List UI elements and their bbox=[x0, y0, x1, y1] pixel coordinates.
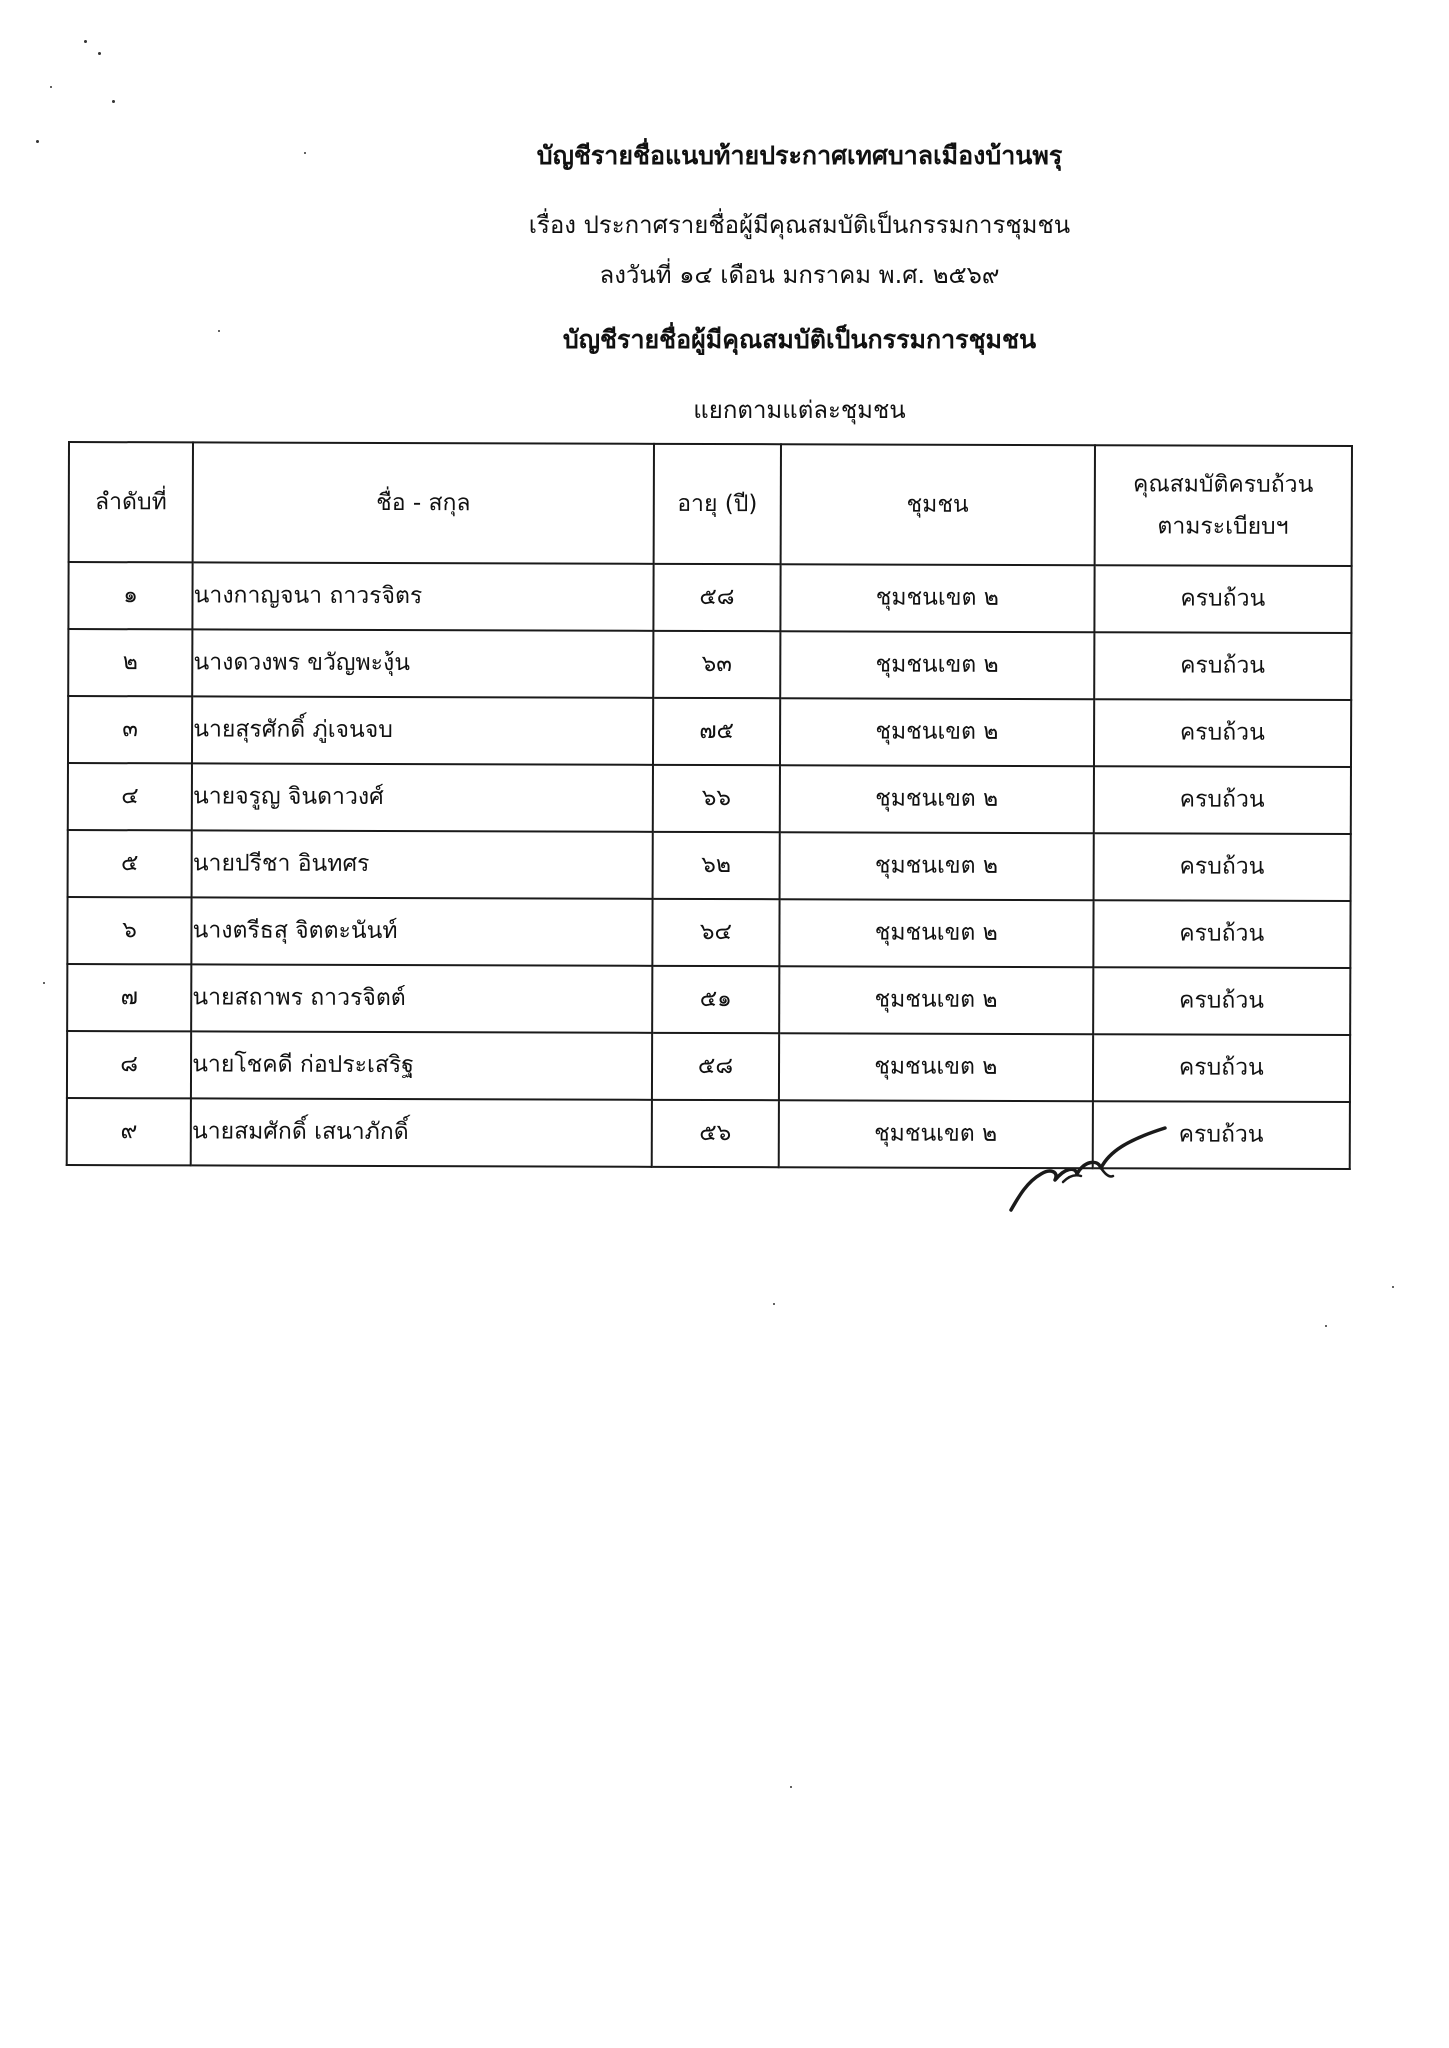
row-number: ๔ bbox=[68, 763, 192, 830]
column-header-age: อายุ (ปี) bbox=[654, 444, 782, 564]
scan-speck bbox=[50, 86, 52, 88]
row-number: ๑ bbox=[68, 562, 192, 629]
signature-icon bbox=[1005, 1118, 1185, 1218]
table-row bbox=[67, 897, 1350, 968]
qualification-header-line1: คุณสมบัติครบถ้วน bbox=[1132, 471, 1314, 498]
document-subject: เรื่อง ประกาศรายชื่อผู้มีคุณสมบัติเป็นกรรมการชุมชน bbox=[528, 211, 1071, 239]
list-title: บัญชีรายชื่อผู้มีคุณสมบัติเป็นกรรมการชุมชน bbox=[562, 325, 1037, 354]
scan-speck bbox=[790, 1786, 792, 1788]
scan-speck bbox=[304, 152, 306, 154]
member-qualification: ครบถ้วน bbox=[1094, 699, 1352, 767]
row-number: ๘ bbox=[67, 1031, 191, 1098]
member-age: ๖๒ bbox=[652, 832, 779, 899]
scan-speck bbox=[43, 982, 45, 984]
member-qualification: ครบถ้วน bbox=[1094, 632, 1352, 700]
member-qualification: ครบถ้วน bbox=[1093, 900, 1351, 968]
table-row bbox=[68, 629, 1351, 700]
member-age: ๕๑ bbox=[652, 966, 779, 1033]
member-age: ๖๓ bbox=[653, 631, 780, 698]
member-qualification: ครบถ้วน bbox=[1093, 766, 1351, 834]
member-community: ชุมชนเขต ๒ bbox=[779, 1100, 1093, 1168]
qualification-header-line2: ตามระเบียบฯ bbox=[1157, 513, 1289, 540]
scan-speck bbox=[1392, 1286, 1394, 1288]
member-age: ๖๖ bbox=[653, 765, 780, 832]
row-number: ๕ bbox=[68, 830, 192, 897]
committee-roster-table bbox=[66, 441, 1353, 1170]
scan-speck bbox=[36, 140, 39, 143]
column-header-community: ชุมชน bbox=[781, 444, 1095, 565]
table-row bbox=[68, 830, 1351, 901]
table-header-row bbox=[69, 442, 1352, 566]
member-community: ชุมชนเขต ๒ bbox=[779, 966, 1093, 1034]
table-row bbox=[68, 696, 1351, 767]
member-name: นางดวงพร ขวัญพะงุ้น bbox=[192, 629, 653, 697]
scan-speck bbox=[218, 330, 220, 332]
member-qualification: ครบถ้วน bbox=[1092, 1101, 1350, 1169]
row-number: ๗ bbox=[67, 964, 191, 1031]
row-number: ๙ bbox=[67, 1098, 191, 1165]
member-age: ๕๘ bbox=[653, 564, 780, 631]
scan-speck bbox=[84, 40, 87, 43]
scan-speck bbox=[112, 100, 115, 103]
table-row bbox=[68, 763, 1351, 834]
member-name: นายสุรศักดิ์ ภู่เจนจบ bbox=[192, 696, 653, 764]
member-name: นายสถาพร ถาวรจิตต์ bbox=[191, 964, 652, 1032]
row-number: ๓ bbox=[68, 696, 192, 763]
member-community: ชุมชนเขต ๒ bbox=[779, 899, 1093, 967]
table-row bbox=[67, 1031, 1350, 1102]
member-community: ชุมชนเขต ๒ bbox=[780, 765, 1094, 833]
member-name: นางกาญจนา ถาวรจิตร bbox=[193, 562, 654, 630]
table-row bbox=[68, 562, 1351, 633]
column-header-name: ชื่อ - สกุล bbox=[193, 442, 654, 563]
member-name: นายสมศักดิ์ เสนาภักดิ์ bbox=[191, 1098, 652, 1166]
member-qualification: ครบถ้วน bbox=[1092, 1034, 1350, 1102]
row-number: ๖ bbox=[67, 897, 191, 964]
member-name: นายโชคดี ก่อประเสริฐ bbox=[191, 1031, 652, 1099]
member-age: ๕๖ bbox=[652, 1100, 779, 1167]
member-community: ชุมชนเขต ๒ bbox=[780, 564, 1094, 632]
list-separation-note: แยกตามแต่ละชุมชน bbox=[693, 396, 906, 424]
column-header-qualification bbox=[1094, 445, 1352, 566]
member-qualification: ครบถ้วน bbox=[1094, 565, 1352, 633]
table-row bbox=[67, 964, 1350, 1035]
member-community: ชุมชนเขต ๒ bbox=[780, 832, 1094, 900]
document-date: ลงวันที่ ๑๔ เดือน มกราคม พ.ศ. ๒๕๖๙ bbox=[599, 261, 1000, 289]
member-community: ชุมชนเขต ๒ bbox=[780, 631, 1094, 699]
row-number: ๒ bbox=[68, 629, 192, 696]
member-qualification: ครบถ้วน bbox=[1093, 833, 1351, 901]
member-name: นายจรูญ จินดาวงศ์ bbox=[192, 763, 653, 831]
member-qualification: ครบถ้วน bbox=[1093, 967, 1351, 1035]
scan-speck bbox=[1325, 1325, 1327, 1327]
member-age: ๗๕ bbox=[653, 698, 780, 765]
member-community: ชุมชนเขต ๒ bbox=[779, 1033, 1093, 1101]
member-community: ชุมชนเขต ๒ bbox=[780, 698, 1094, 766]
member-name: นายปรีชา อินทศร bbox=[192, 830, 653, 898]
column-header-no: ลำดับที่ bbox=[69, 442, 194, 562]
scan-speck bbox=[98, 52, 101, 55]
member-age: ๕๘ bbox=[652, 1033, 779, 1100]
scan-speck bbox=[773, 1303, 775, 1305]
member-age: ๖๔ bbox=[652, 899, 779, 966]
member-name: นางตรีธสุ จิตตะนันท์ bbox=[192, 897, 653, 965]
document-title: บัญชีรายชื่อแนบท้ายประกาศเทศบาลเมืองบ้านพรุ bbox=[536, 141, 1063, 170]
